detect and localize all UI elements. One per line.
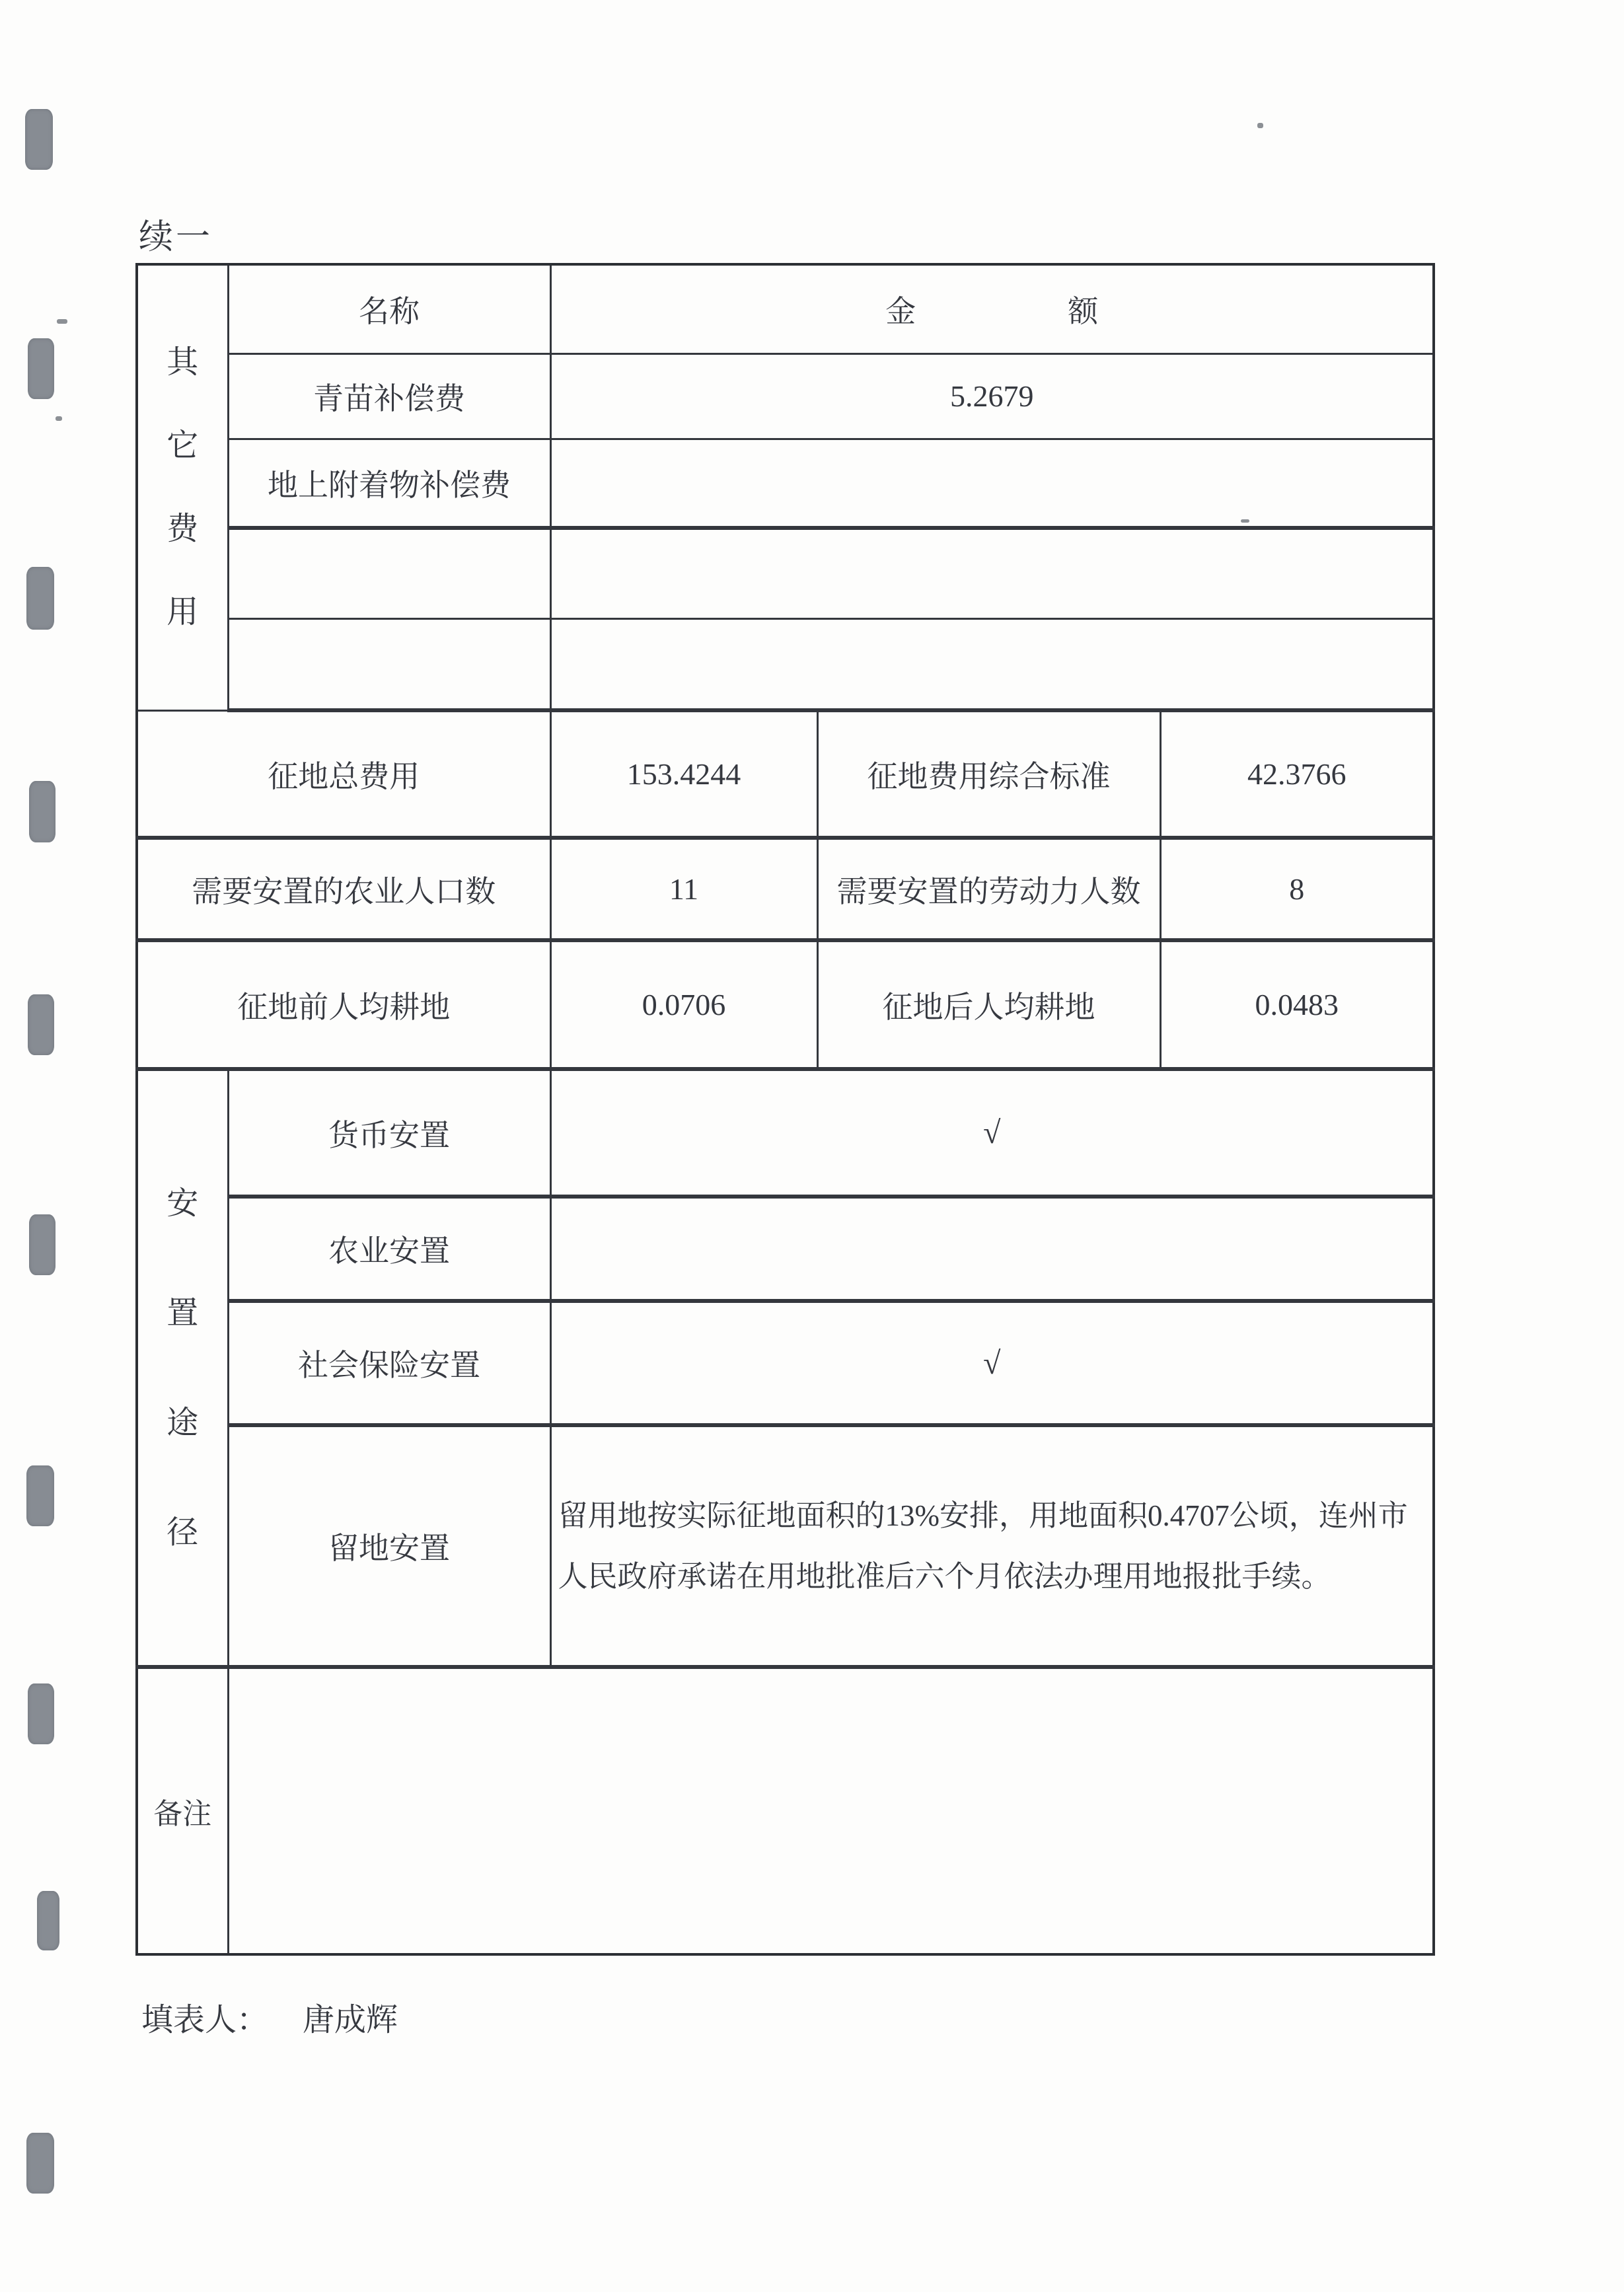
binder-hole-mark bbox=[26, 1465, 54, 1526]
binder-hole-mark bbox=[26, 567, 54, 630]
continuation-label: 续一 bbox=[139, 219, 213, 256]
binder-hole-mark bbox=[29, 781, 55, 842]
binder-hole-mark bbox=[28, 994, 54, 1055]
resettlement-vertical-label: 安 置 途 径 bbox=[166, 1185, 199, 1550]
fee-amount-cell[interactable] bbox=[550, 618, 1434, 710]
binder-hole-mark bbox=[26, 2133, 54, 2194]
labor-count-value: 8 bbox=[1160, 838, 1434, 940]
total-cost-label: 征地总费用 bbox=[137, 710, 550, 838]
farmland-before-value: 0.0706 bbox=[550, 940, 817, 1069]
other-fees-vertical-label: 其 它 费 用 bbox=[166, 344, 199, 630]
social-insurance-resettlement-check bbox=[550, 1301, 1434, 1425]
scan-speck bbox=[55, 416, 62, 421]
section-label-other-fees bbox=[137, 264, 228, 710]
farmland-after-value: 0.0483 bbox=[1160, 940, 1434, 1069]
binder-hole-mark bbox=[28, 1683, 54, 1744]
agricultural-resettlement-check[interactable] bbox=[550, 1197, 1434, 1301]
form-filler-label: 填表人： bbox=[141, 2003, 269, 2038]
other-fees-header-name: 名称 bbox=[228, 264, 550, 353]
land-acquisition-table bbox=[135, 263, 1435, 1956]
agri-population-value: 11 bbox=[550, 838, 817, 940]
check-mark: √ bbox=[983, 1115, 1001, 1150]
farmland-after-label: 征地后人均耕地 bbox=[817, 940, 1160, 1069]
comprehensive-standard-value: 42.3766 bbox=[1160, 710, 1434, 838]
monetary-resettlement-check bbox=[550, 1069, 1434, 1197]
binder-hole-mark bbox=[37, 1891, 59, 1950]
farmland-before-label: 征地前人均耕地 bbox=[137, 940, 550, 1069]
binder-hole-mark bbox=[25, 109, 53, 170]
scan-speck bbox=[1257, 123, 1263, 128]
labor-count-label: 需要安置的劳动力人数 bbox=[817, 838, 1160, 940]
check-mark: √ bbox=[983, 1345, 1001, 1381]
fee-name-cell[interactable] bbox=[228, 528, 550, 618]
remarks-content[interactable] bbox=[228, 1667, 1434, 1954]
amount-header-text: 金额 bbox=[885, 294, 1251, 328]
fee-name-cell: 地上附着物补偿费 bbox=[228, 439, 550, 528]
fee-amount-cell[interactable] bbox=[550, 528, 1434, 618]
binder-hole-mark bbox=[29, 1214, 55, 1275]
agricultural-resettlement-label: 农业安置 bbox=[228, 1197, 550, 1301]
scan-speck bbox=[57, 319, 67, 324]
section-label-resettlement bbox=[137, 1069, 228, 1667]
form-filler-name: 唐成辉 bbox=[303, 2003, 398, 2038]
fee-amount-cell[interactable] bbox=[550, 439, 1434, 528]
agri-population-label: 需要安置的农业人口数 bbox=[137, 838, 550, 940]
monetary-resettlement-label: 货币安置 bbox=[228, 1069, 550, 1197]
fee-name-cell: 青苗补偿费 bbox=[228, 353, 550, 439]
reserved-land-resettlement-label: 留地安置 bbox=[228, 1425, 550, 1667]
other-fees-header-amount bbox=[550, 264, 1434, 353]
form-filler-line bbox=[141, 1994, 398, 2040]
fee-amount-cell: 5.2679 bbox=[550, 353, 1434, 439]
reserved-land-resettlement-detail bbox=[550, 1425, 1434, 1667]
remarks-label: 备注 bbox=[137, 1667, 228, 1954]
binder-hole-mark bbox=[28, 338, 54, 399]
fee-name-cell[interactable] bbox=[228, 618, 550, 710]
social-insurance-resettlement-label: 社会保险安置 bbox=[228, 1301, 550, 1425]
reserved-land-text: 留用地按实际征地面积的13%安排，用地面积0.4707公顷，连州市人民政府承诺在用地批准后六个月依法办理用地报批手续。 bbox=[558, 1499, 1408, 1593]
total-cost-value: 153.4244 bbox=[550, 710, 817, 838]
comprehensive-standard-label: 征地费用综合标准 bbox=[817, 710, 1160, 838]
